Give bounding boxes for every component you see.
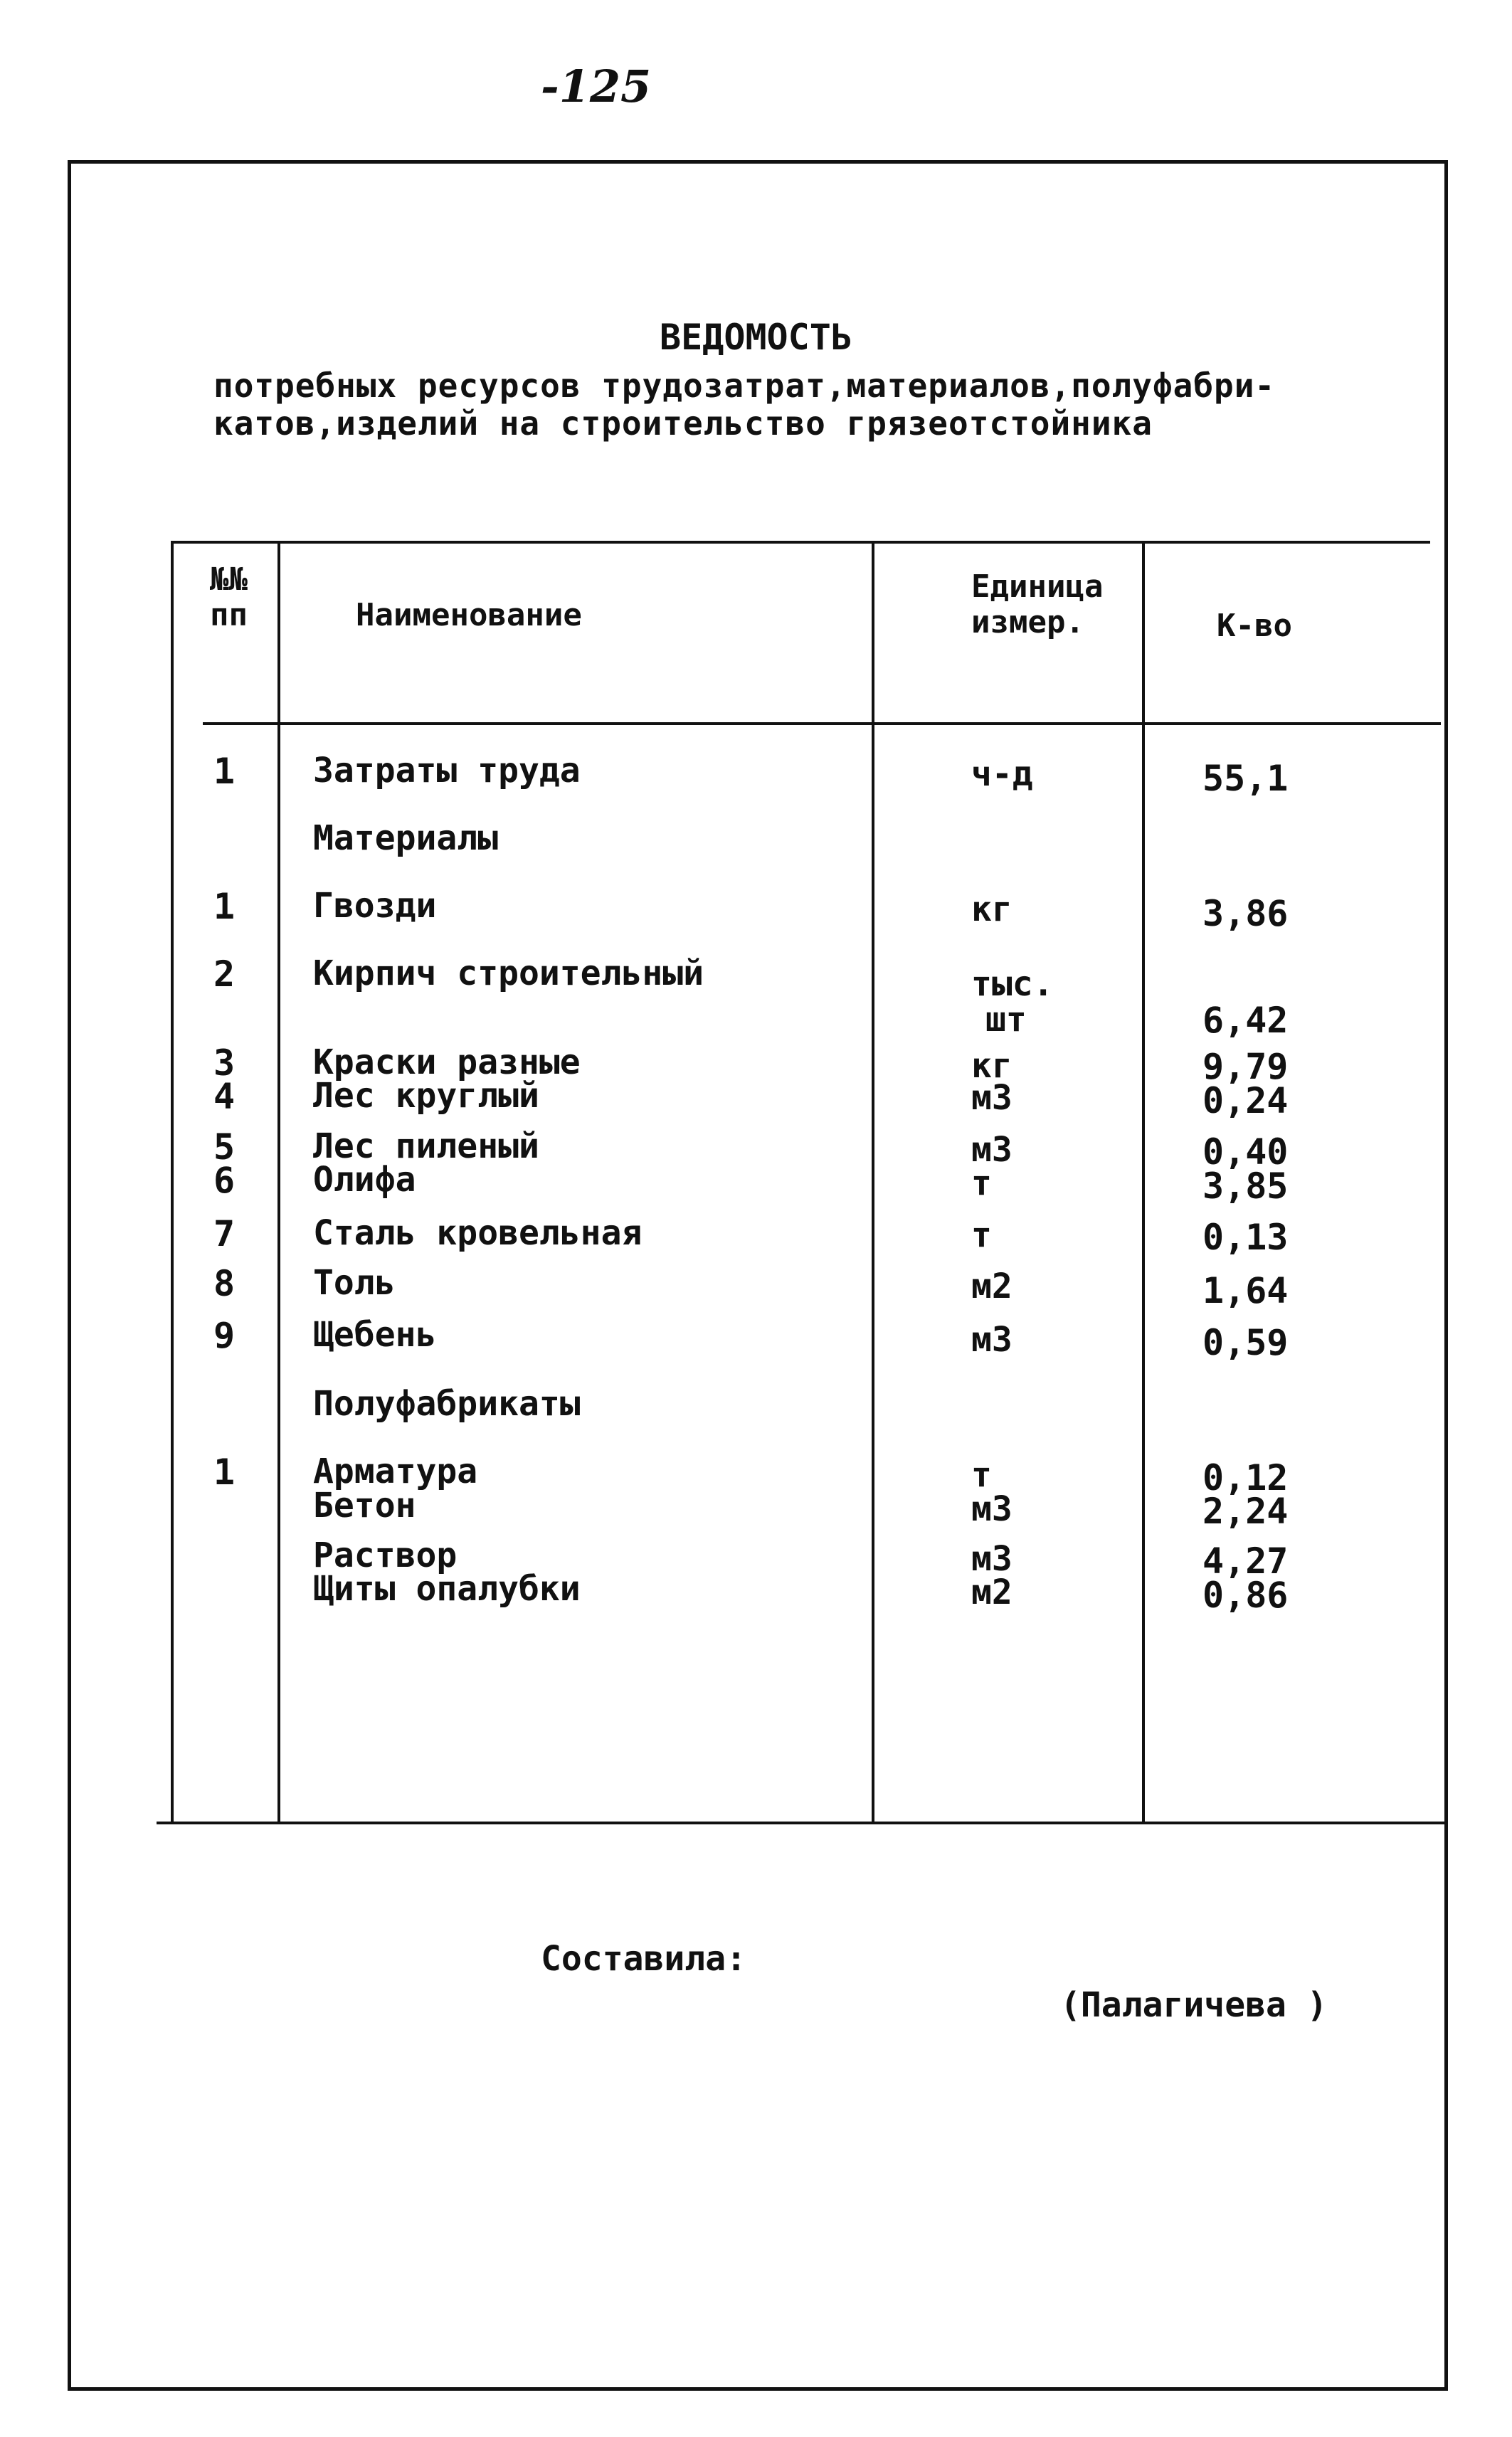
header-qty: К-во (1217, 608, 1292, 644)
row-num: 9 (213, 1315, 236, 1356)
row-unit: ч-д (971, 754, 1033, 794)
row-unit: кг (971, 889, 1013, 929)
row-num: 6 (213, 1160, 236, 1201)
row-num: 3 (213, 1042, 236, 1084)
row-name: Затраты труда (313, 751, 581, 791)
row-num: 7 (213, 1213, 236, 1254)
row-name: Кирпич строительный (313, 953, 704, 993)
row-name: Раствор (313, 1535, 458, 1575)
row-qty: 0,12 (1202, 1457, 1289, 1498)
row-name: Олифа (313, 1160, 416, 1200)
row-unit: м3 (971, 1539, 1013, 1579)
row-unit: т (971, 1163, 992, 1203)
row-unit: м3 (971, 1489, 1013, 1529)
row-unit: м2 (971, 1572, 1013, 1612)
compiled-by-name: (Палагичева ) (1060, 1985, 1328, 2025)
row-qty: 55,1 (1202, 758, 1289, 799)
document-title: ВЕДОМОСТЬ (660, 317, 852, 358)
compiled-by-label: Составила: (541, 1939, 746, 1979)
row-qty: 4,27 (1202, 1540, 1289, 1582)
header-unit-line1: Единица (971, 569, 1104, 605)
row-name: Краски разные (313, 1042, 581, 1082)
row-qty: 1,64 (1202, 1270, 1289, 1311)
document-subtitle-line2: катов,изделий на строительство грязеотстойника (213, 404, 1153, 443)
header-num-line1: №№ (210, 561, 248, 598)
row-qty: 9,79 (1202, 1046, 1289, 1087)
row-qty: 0,86 (1202, 1575, 1289, 1616)
row-unit: м2 (971, 1267, 1013, 1306)
row-unit: м3 (971, 1078, 1013, 1118)
row-name: Бетон (313, 1486, 416, 1526)
row-qty: 3,85 (1202, 1165, 1289, 1207)
row-name: Лес круглый (313, 1076, 539, 1116)
header-unit-line2: измер. (971, 604, 1084, 640)
column-divider-3 (1142, 541, 1145, 1822)
row-num: 1 (213, 1452, 236, 1493)
row-qty: 0,13 (1202, 1217, 1289, 1258)
column-divider-1 (277, 541, 280, 1822)
table-top-border (171, 541, 1430, 544)
row-num: 8 (213, 1263, 236, 1304)
section-materials: Материалы (313, 818, 499, 858)
table-bottom-border (157, 1822, 1448, 1824)
row-qty: 6,42 (1202, 1000, 1289, 1041)
row-unit: м3 (971, 1320, 1013, 1360)
row-num: 2 (213, 953, 236, 995)
row-num: 1 (213, 886, 236, 927)
column-divider-2 (872, 541, 874, 1822)
table-header-border (203, 722, 1441, 725)
row-unit: т (971, 1215, 992, 1255)
header-num-line2: пп (210, 597, 248, 633)
row-name: Лес пиленый (313, 1126, 539, 1166)
row-unit-line2: шт (985, 1000, 1027, 1040)
row-name: Толь (313, 1263, 396, 1303)
row-qty: 0,40 (1202, 1131, 1289, 1173)
page-number: -125 (541, 60, 652, 112)
row-qty: 0,59 (1202, 1322, 1289, 1363)
row-unit: кг (971, 1046, 1013, 1086)
header-name: Наименование (356, 597, 582, 633)
row-unit: тыс. (971, 964, 1054, 1004)
row-name: Щебень (313, 1315, 437, 1355)
row-name: Щиты опалубки (313, 1569, 581, 1609)
table-left-border (171, 541, 174, 1822)
row-unit: т (971, 1455, 992, 1495)
document-subtitle-line1: потребных ресурсов трудозатрат,материалов,полуфабри- (213, 366, 1276, 405)
row-qty: 2,24 (1202, 1491, 1289, 1532)
row-num: 5 (213, 1126, 236, 1168)
row-name: Арматура (313, 1452, 478, 1491)
section-semi-finished: Полуфабрикаты (313, 1384, 581, 1424)
row-qty: 3,86 (1202, 893, 1289, 934)
row-num: 4 (213, 1076, 236, 1117)
row-num: 1 (213, 751, 236, 792)
row-name: Гвозди (313, 886, 437, 926)
row-name: Сталь кровельная (313, 1213, 643, 1253)
row-qty: 0,24 (1202, 1080, 1289, 1121)
row-unit: м3 (971, 1130, 1013, 1170)
